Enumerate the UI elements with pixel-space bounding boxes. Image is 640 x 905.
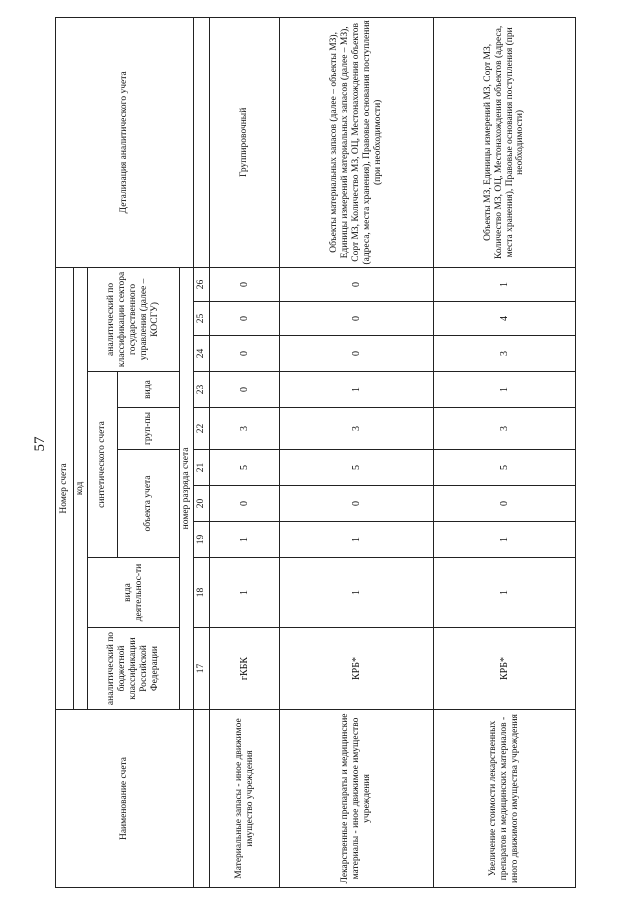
row-account-name: Материальные запасы - иное движимое имущество учреждения: [210, 710, 280, 888]
page-number: 57: [32, 436, 48, 452]
header-digit-number: номер разряда счета: [180, 267, 194, 709]
row-detail: Группировочный: [210, 17, 280, 267]
column-number: 19: [194, 522, 210, 558]
header-account-number: Номер счета: [56, 267, 74, 709]
column-number: 23: [194, 372, 210, 408]
row-value: 3: [434, 336, 576, 372]
row-value: 1: [434, 267, 576, 301]
row-value: 0: [280, 486, 434, 522]
row-value: 0: [210, 336, 280, 372]
row-value: 1: [434, 558, 576, 628]
row-value: 1: [210, 558, 280, 628]
row-value: 4: [434, 302, 576, 336]
column-number: 25: [194, 302, 210, 336]
row-value: 1: [434, 522, 576, 558]
column-number: 26: [194, 267, 210, 301]
header-activity-type: вида деятельнос-ти: [88, 558, 180, 628]
row-value: 3: [210, 408, 280, 450]
row-value: 0: [434, 486, 576, 522]
header-code: код: [74, 267, 88, 709]
row-value: 0: [210, 302, 280, 336]
header-kind: вида: [118, 372, 180, 408]
row-value: 1: [434, 372, 576, 408]
row-value: 0: [210, 267, 280, 301]
table-row: [210, 17, 280, 887]
row-account-name: Лекарственные препараты и медицинские материалы - иное движимое имущество учреждения: [280, 710, 434, 888]
column-number: 18: [194, 558, 210, 628]
row-value: 1: [280, 558, 434, 628]
column-number: 20: [194, 486, 210, 522]
header-object: объекта учета: [118, 450, 180, 558]
account-table: [55, 17, 576, 888]
row-value: 1: [210, 522, 280, 558]
header-synthetic: синтетического счета: [88, 372, 118, 558]
header-account-name: Наименование счета: [56, 710, 194, 888]
row-value: 0: [210, 372, 280, 408]
column-number: 21: [194, 450, 210, 486]
header-detail: Детализация аналитического учета: [56, 17, 194, 267]
table-row: [434, 17, 576, 887]
column-number: 17: [194, 628, 210, 710]
row-detail: Объекты материальных запасов (далее – объекты МЗ), Единицы измерений материальных запасов (далее – МЗ), Сорт МЗ, Количество МЗ, ОЦ, Местонахождения объектов (адреса, места хранения), Правовые основания поступления (при необходимости): [280, 17, 434, 267]
row-value: гКБК: [210, 628, 280, 710]
row-value: КРБ*: [434, 628, 576, 710]
row-value: 0: [210, 486, 280, 522]
header-kosgu: аналитический по классификации сектора государственного управления (далее – КОСГУ): [88, 267, 180, 371]
row-value: 0: [280, 267, 434, 301]
row-value: 3: [434, 408, 576, 450]
row-value: 5: [210, 450, 280, 486]
header-group: груп-пы: [118, 408, 180, 450]
table-row: [280, 17, 434, 887]
column-number-blank: [194, 17, 210, 267]
column-number: 22: [194, 408, 210, 450]
account-table-wrapper: [55, 18, 575, 888]
row-value: 0: [280, 302, 434, 336]
row-value: 1: [280, 372, 434, 408]
row-detail: Объекты МЗ, Единицы измерений МЗ, Сорт МЗ, Количество МЗ, ОЦ, Местонахождения объектов (адреса, места хранения), Правовые основания поступления (при необходимости): [434, 17, 576, 267]
row-value: 0: [280, 336, 434, 372]
row-account-name: Увеличение стоимости лекарственных препаратов и медицинских материалов - иного движимого имущества учреждения: [434, 710, 576, 888]
row-value: 3: [280, 408, 434, 450]
row-value: 5: [280, 450, 434, 486]
header-analytic-budget: аналитический по бюджетной классификации Российской Федерации: [88, 628, 180, 710]
row-value: 5: [434, 450, 576, 486]
column-number: 24: [194, 336, 210, 372]
row-value: 1: [280, 522, 434, 558]
row-value: КРБ*: [280, 628, 434, 710]
column-number-blank: [194, 710, 210, 888]
